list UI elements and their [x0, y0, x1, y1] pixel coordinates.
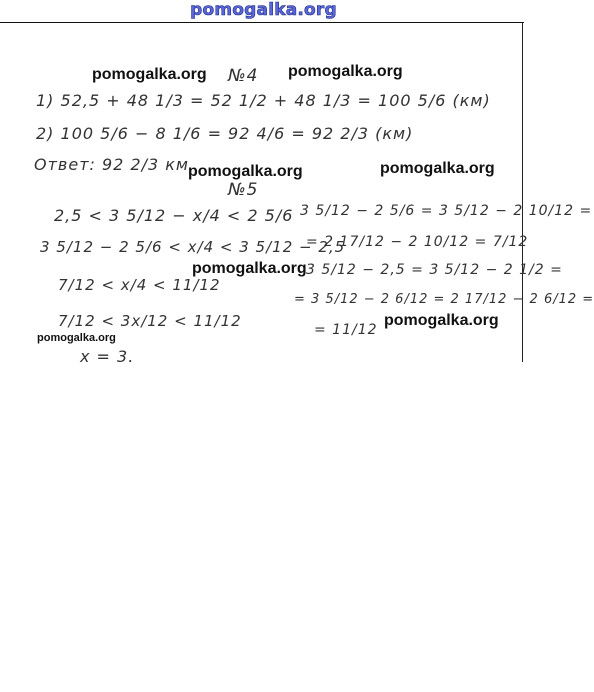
page-border-top: [0, 22, 524, 23]
task5-right-line2: = 2 17/12 − 2 10/12 = 7/12: [306, 234, 529, 250]
task5-left-line5: x = 3.: [80, 347, 135, 366]
watermark: pomogalka.org: [380, 160, 495, 177]
task5-right-line4: = 3 5/12 − 2 6/12 = 2 17/12 − 2 6/12 =: [294, 292, 594, 307]
task5-number: №5: [228, 180, 259, 200]
task4-answer: Ответ: 92 2/3 км: [34, 155, 189, 174]
watermark: pomogalka.org: [384, 312, 499, 329]
task5-right-line5: = 11/12: [314, 322, 378, 338]
site-logo[interactable]: pomogalka.org: [190, 0, 337, 20]
task4-line2: 2) 100 5/6 − 8 1/6 = 92 4/6 = 92 2/3 (км): [36, 124, 414, 143]
watermark: pomogalka.org: [37, 332, 116, 344]
task5-right-line3: 3 5/12 − 2,5 = 3 5/12 − 2 1/2 =: [306, 262, 563, 278]
watermark: pomogalka.org: [288, 63, 403, 80]
task5-right-line1: 3 5/12 − 2 5/6 = 3 5/12 − 2 10/12 =: [300, 203, 593, 219]
task5-left-line2: 3 5/12 − 2 5/6 < x/4 < 3 5/12 − 2,5: [40, 238, 346, 256]
task5-left-line3: 7/12 < x/4 < 11/12: [58, 276, 221, 294]
task5-left-line4: 7/12 < 3x/12 < 11/12: [58, 312, 242, 330]
task5-left-line1: 2,5 < 3 5/12 − x/4 < 2 5/6: [54, 206, 294, 225]
task4-line1: 1) 52,5 + 48 1/3 = 52 1/2 + 48 1/3 = 100 5/6 (км): [36, 91, 491, 110]
page-border-right: [522, 22, 523, 362]
watermark: pomogalka.org: [92, 66, 207, 83]
watermark: pomogalka.org: [188, 163, 303, 180]
task4-number: №4: [228, 66, 259, 86]
watermark: pomogalka.org: [192, 260, 307, 277]
